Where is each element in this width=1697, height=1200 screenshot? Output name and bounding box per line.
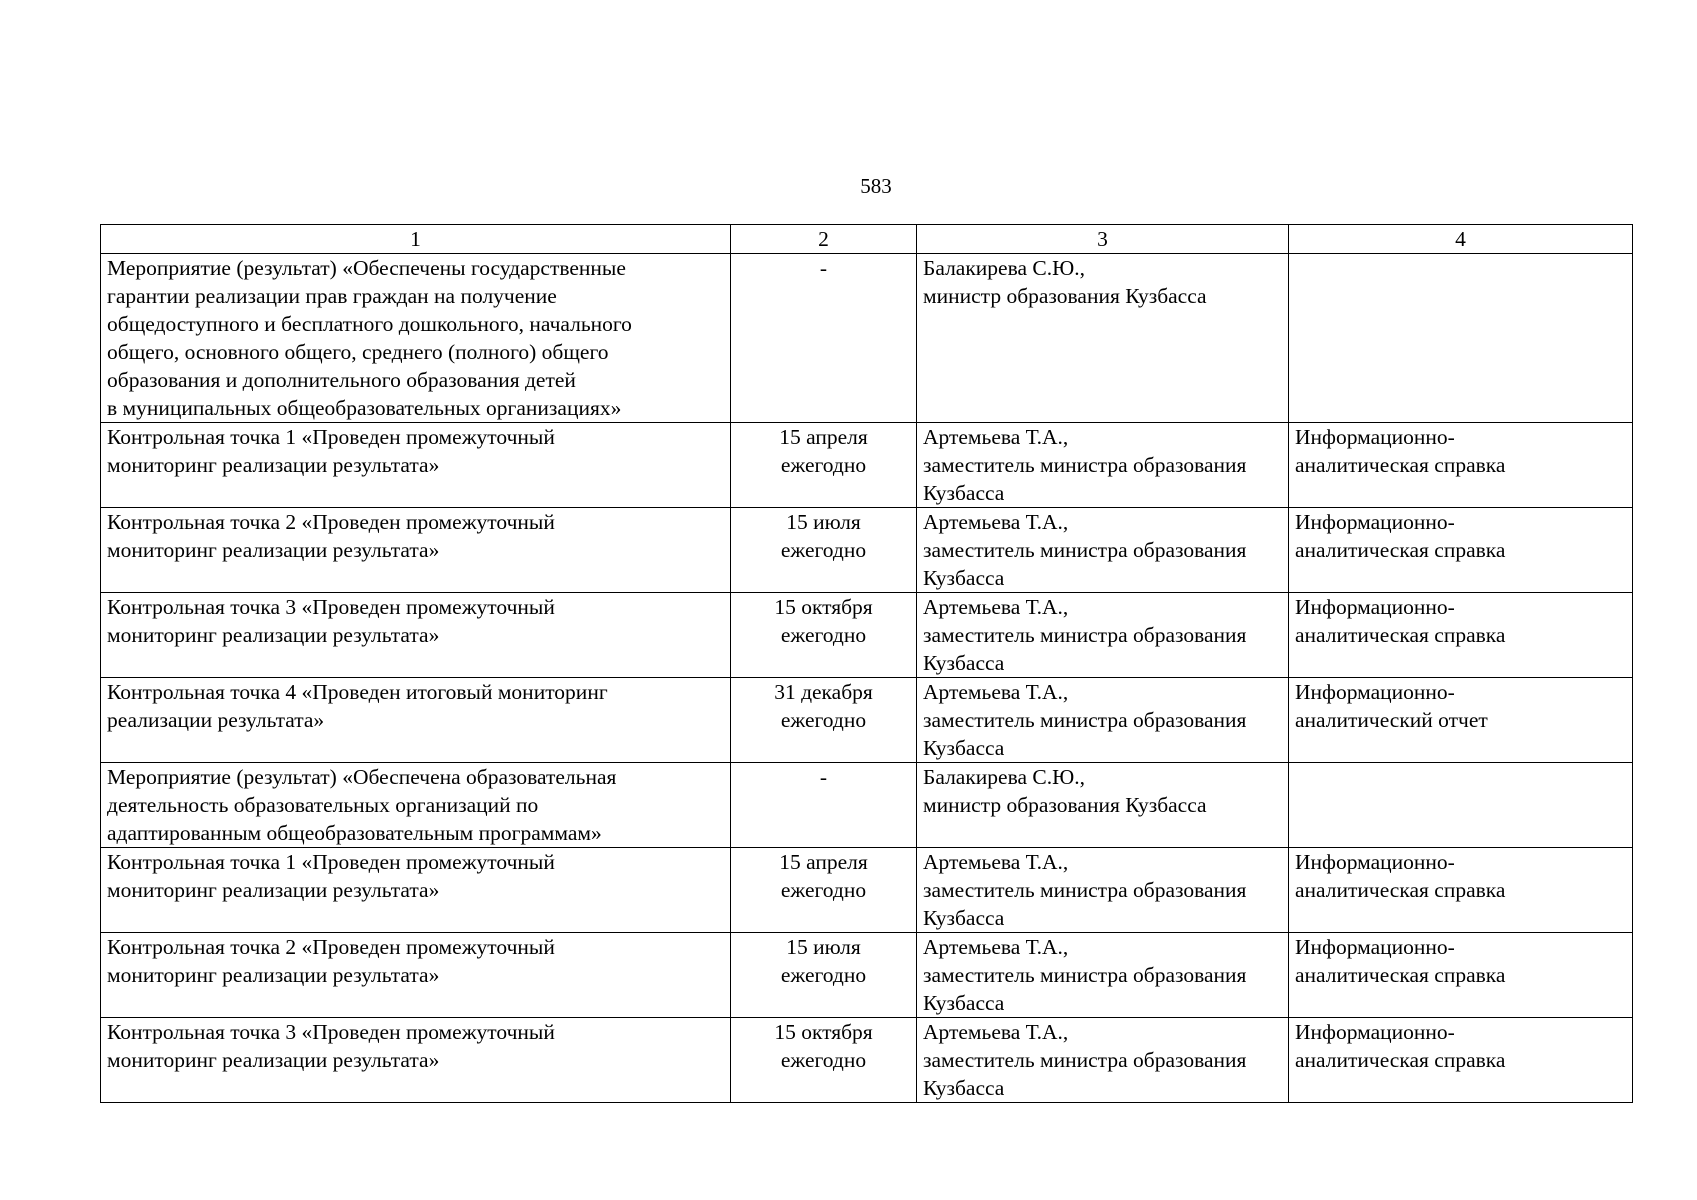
table-row — [101, 933, 1633, 1018]
event-cell: Контрольная точка 3 «Проведен промежуточный мониторинг реализации результата» — [101, 593, 731, 678]
responsible-cell: Артемьева Т.А., заместитель министра образования Кузбасса — [917, 848, 1289, 933]
column-header: 3 — [917, 225, 1289, 254]
header-row — [101, 225, 1633, 254]
document-cell: Информационно- аналитическая справка — [1289, 933, 1633, 1018]
term-cell: 15 октября ежегодно — [731, 593, 917, 678]
term-cell: - — [731, 763, 917, 848]
table-body — [101, 254, 1633, 1103]
term-cell: - — [731, 254, 917, 423]
term-cell: 15 июля ежегодно — [731, 933, 917, 1018]
responsible-cell: Артемьева Т.А., заместитель министра образования Кузбасса — [917, 1018, 1289, 1103]
term-cell: 15 июля ежегодно — [731, 508, 917, 593]
event-cell: Мероприятие (результат) «Обеспечена образовательная деятельность образовательных организаций по адаптированным общеобразовательным программам» — [101, 763, 731, 848]
responsible-cell: Артемьева Т.А., заместитель министра образования Кузбасса — [917, 508, 1289, 593]
responsible-cell: Артемьева Т.А., заместитель министра образования Кузбасса — [917, 593, 1289, 678]
column-header: 1 — [101, 225, 731, 254]
plan-table — [100, 224, 1633, 1103]
responsible-cell: Артемьева Т.А., заместитель министра образования Кузбасса — [917, 423, 1289, 508]
table-header — [101, 225, 1633, 254]
document-cell: Информационно- аналитическая справка — [1289, 1018, 1633, 1103]
table-row — [101, 1018, 1633, 1103]
document-cell: Информационно- аналитическая справка — [1289, 508, 1633, 593]
responsible-cell: Балакирева С.Ю., министр образования Кузбасса — [917, 254, 1289, 423]
term-cell: 15 апреля ежегодно — [731, 848, 917, 933]
event-cell: Контрольная точка 1 «Проведен промежуточный мониторинг реализации результата» — [101, 423, 731, 508]
term-cell: 15 апреля ежегодно — [731, 423, 917, 508]
document-cell — [1289, 254, 1633, 423]
event-cell: Контрольная точка 1 «Проведен промежуточный мониторинг реализации результата» — [101, 848, 731, 933]
column-header: 2 — [731, 225, 917, 254]
document-cell: Информационно- аналитическая справка — [1289, 423, 1633, 508]
responsible-cell: Балакирева С.Ю., министр образования Кузбасса — [917, 763, 1289, 848]
event-cell: Контрольная точка 4 «Проведен итоговый мониторинг реализации результата» — [101, 678, 731, 763]
document-cell: Информационно- аналитическая справка — [1289, 848, 1633, 933]
term-cell: 15 октября ежегодно — [731, 1018, 917, 1103]
responsible-cell: Артемьева Т.А., заместитель министра образования Кузбасса — [917, 678, 1289, 763]
document-cell: Информационно- аналитический отчет — [1289, 678, 1633, 763]
table-row — [101, 848, 1633, 933]
event-cell: Мероприятие (результат) «Обеспечены государственные гарантии реализации прав граждан на получение общедоступного и бесплатного дошкольного, начального общего, основного общего, среднего (полного) общего образования и дополнительного образования детей в муниципальных общеобразовательных организациях» — [101, 254, 731, 423]
table-row — [101, 593, 1633, 678]
table-row — [101, 254, 1633, 423]
document-cell — [1289, 763, 1633, 848]
column-header: 4 — [1289, 225, 1633, 254]
event-cell: Контрольная точка 2 «Проведен промежуточный мониторинг реализации результата» — [101, 508, 731, 593]
table-row — [101, 423, 1633, 508]
event-cell: Контрольная точка 3 «Проведен промежуточный мониторинг реализации результата» — [101, 1018, 731, 1103]
page-number: 583 — [860, 174, 892, 198]
event-cell: Контрольная точка 2 «Проведен промежуточный мониторинг реализации результата» — [101, 933, 731, 1018]
responsible-cell: Артемьева Т.А., заместитель министра образования Кузбасса — [917, 933, 1289, 1018]
table-row — [101, 508, 1633, 593]
table-row — [101, 678, 1633, 763]
term-cell: 31 декабря ежегодно — [731, 678, 917, 763]
document-cell: Информационно- аналитическая справка — [1289, 593, 1633, 678]
table-row — [101, 763, 1633, 848]
